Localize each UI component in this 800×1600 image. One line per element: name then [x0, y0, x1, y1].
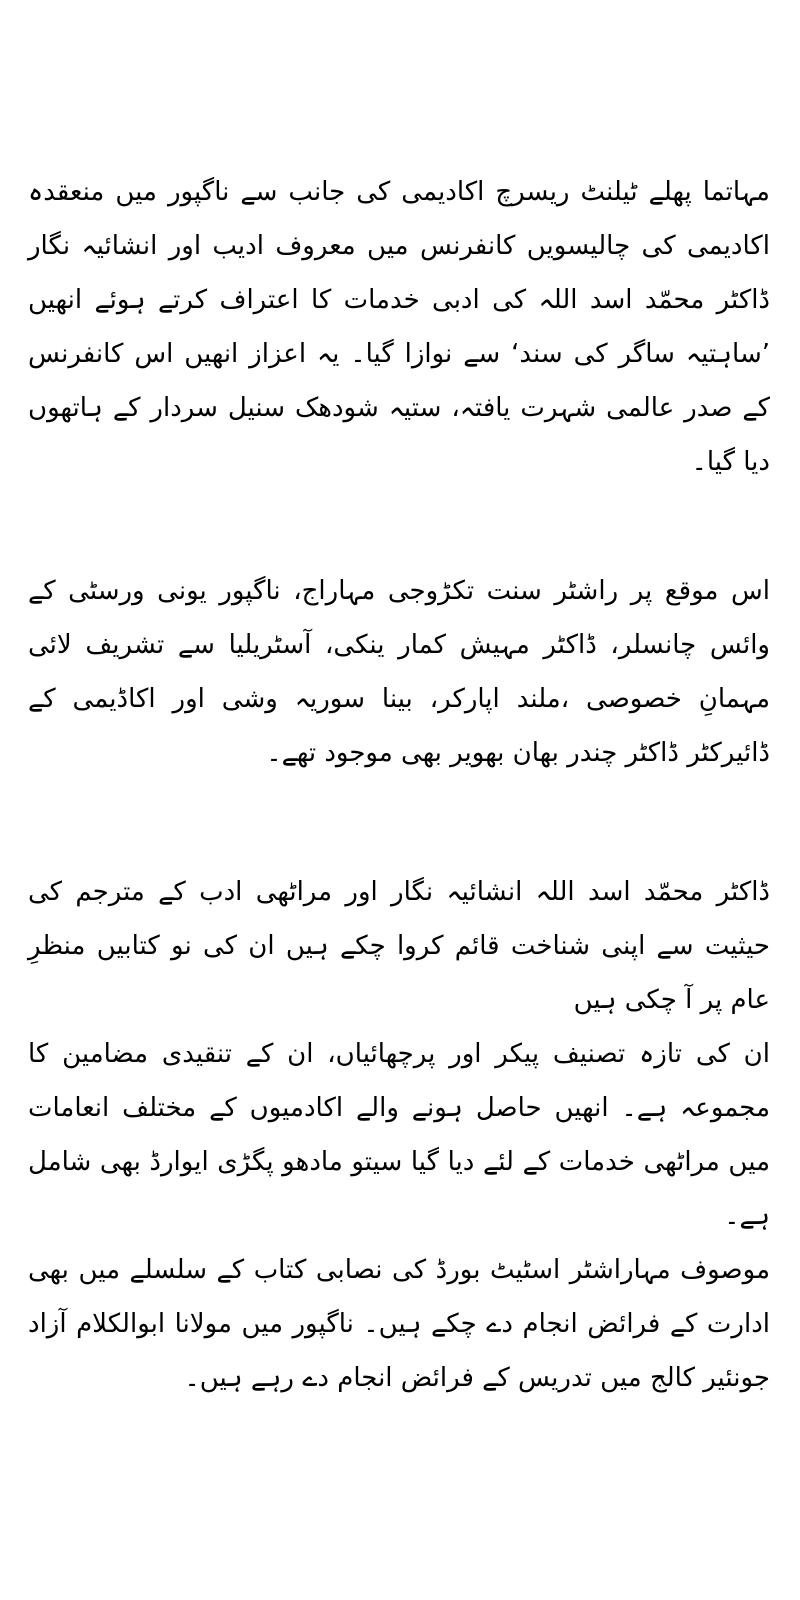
paragraph-attendees: اس موقع پر راشٹر سنت تکڑوجی مہاراج، ناگپور یونی ورسٹی کے وائس چانسلر، ڈاکٹر مہیش کمار ینکی، آسٹریلیا سے تشریف لائی مہمانِ خصوصی ،ملند اپارکر، بینا سوریہ وشی اور اکاڈیمی کے ڈائیرکٹر ڈاکٹر چندر بھان بھویر بھی موجود تھے۔ — [28, 576, 770, 768]
paragraph-award: مہاتما پھلے ٹیلنٹ ریسرچ اکادیمی کی جانب سے ناگپور میں منعقدہ اکادیمی کی چالیسویں کانفرنس میں معروف ادیب اور انشائیہ نگار ڈاکٹر محمّد اسد اللہ کی ادبی خدمات کا اعتراف کرتے ہوئے انھیں ’ساہتیہ ساگر کی سند‘ سے نوازا گیا۔ یہ اعزاز انھیں اس کانفرنس کے صدر عالمی شہرت یافتہ، ستیہ شودھک سنیل سردار کے ہاتھوں دیا گیا۔ — [28, 177, 771, 477]
paragraph-editorial-duties: موصوف مہاراشٹر اسٹیٹ بورڈ کی نصابی کتاب کے سلسلے میں بھی ادارت کے فرائض انجام دے چکے ہیں۔ ناگپور میں مولانا ابوالکلام آزاد جونئیر کالج میں تدریس کے فرائض انجام دے رہے ہیں۔ — [28, 1255, 770, 1393]
paragraph-identity: ڈاکٹر محمّد اسد اللہ انشائیہ نگار اور مراٹھی ادب کے مترجم کی حیثیت سے اپنی شناخت قائم کروا چکے ہیں ان کی نو کتابیں منظرِ عام پر آ چکی ہیں — [28, 877, 770, 1015]
paragraph-latest-book: ان کی تازہ تصنیف پیکر اور پرچھائیاں، ان کے تنقیدی مضامین کا مجموعہ ہے۔ انھیں حاصل ہونے والے اکادمیوں کے مختلف انعامات میں مراٹھی خدمات کے لئے دیا گیا سیتو مادھو پگڑی ایوارڈ بھی شامل ہے۔ — [28, 1039, 770, 1231]
